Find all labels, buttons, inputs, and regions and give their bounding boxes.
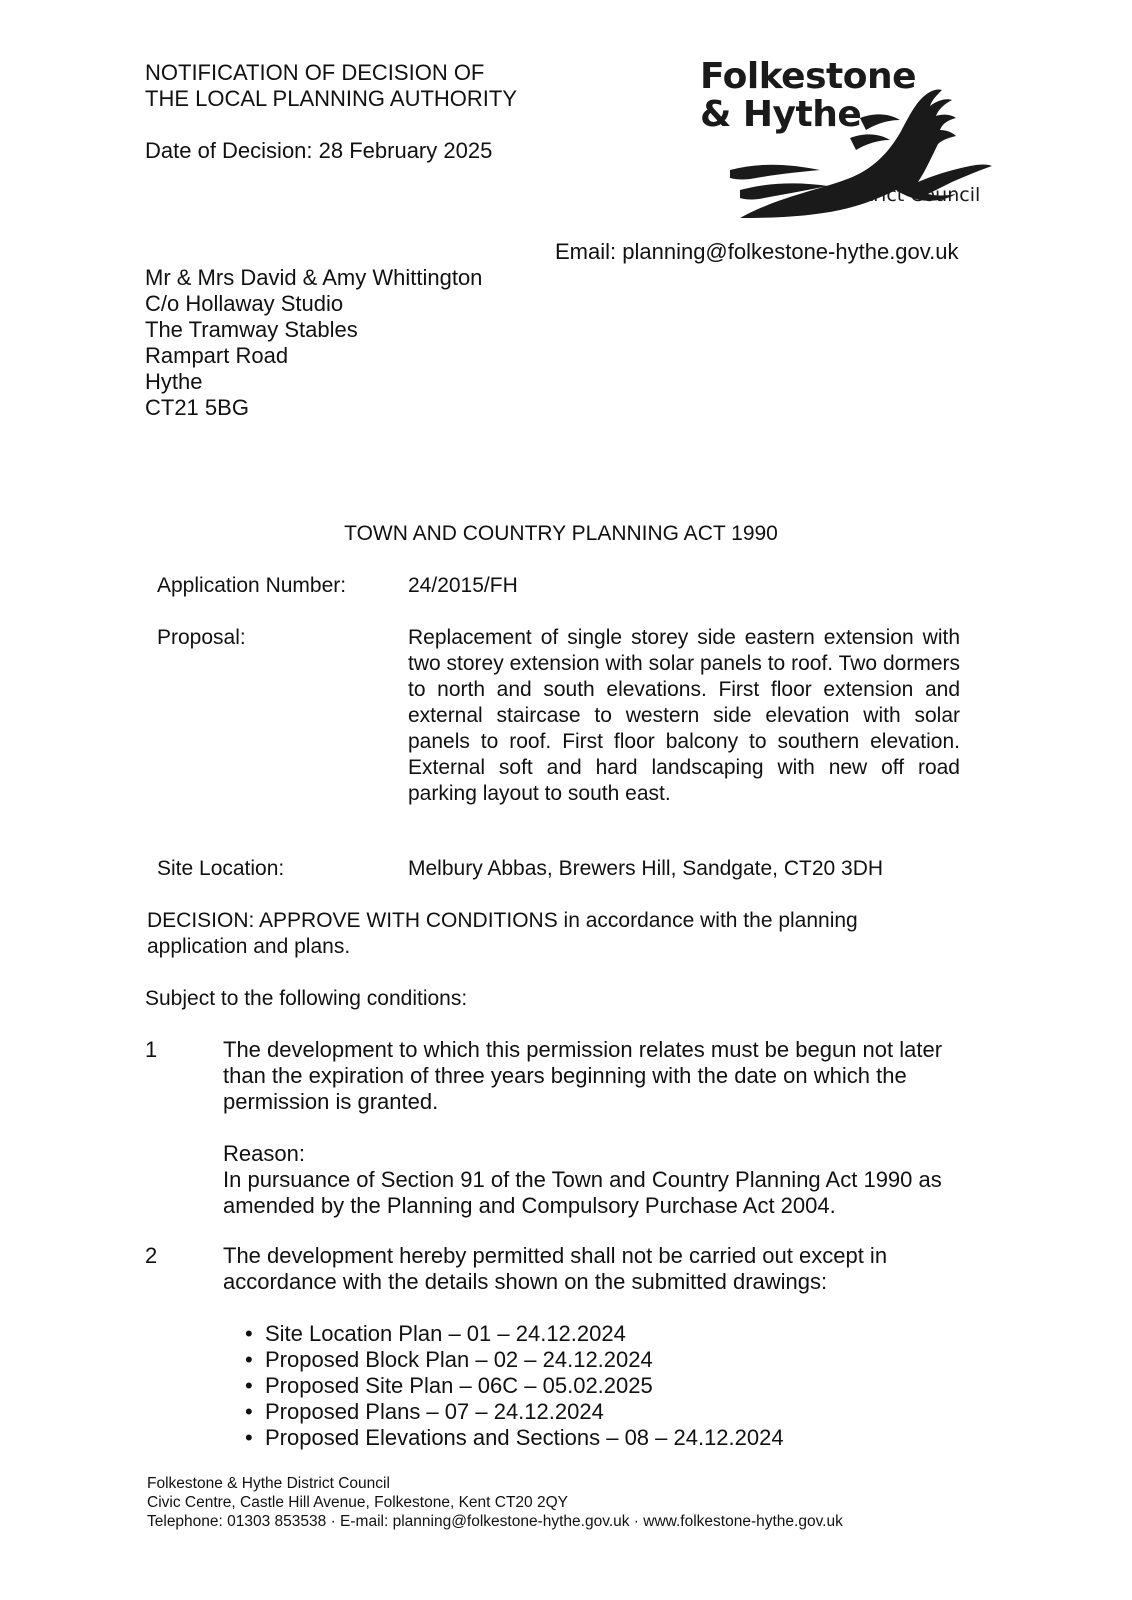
address-line: The Tramway Stables bbox=[145, 317, 358, 342]
condition-line: than the expiration of three years beginning with the date on which the bbox=[223, 1063, 907, 1088]
decision-statement bbox=[147, 908, 858, 960]
condition-1-text bbox=[223, 1037, 942, 1219]
address-line: Hythe bbox=[145, 369, 203, 394]
application-number-label: Application Number: bbox=[157, 574, 347, 597]
proposal-label: Proposal: bbox=[157, 626, 246, 649]
notification-title-line1: NOTIFICATION OF DECISION OF bbox=[145, 60, 485, 85]
header-email: Email: planning@folkestone-hythe.gov.uk bbox=[555, 239, 959, 264]
notification-title bbox=[145, 60, 517, 112]
reason-line: amended by the Planning and Compulsory Purchase Act 2004. bbox=[223, 1193, 836, 1218]
notification-title-line2: THE LOCAL PLANNING AUTHORITY bbox=[145, 86, 518, 111]
drawing-item: • Proposed Plans – 07 – 24.12.2024 bbox=[243, 1399, 784, 1425]
site-location-label: Site Location: bbox=[157, 857, 285, 880]
condition-line: The development hereby permitted shall not be carried out except in bbox=[223, 1243, 888, 1268]
drawing-item: • Site Location Plan – 01 – 24.12.2024 bbox=[243, 1321, 784, 1347]
recipient-address bbox=[145, 265, 482, 421]
decision-line2: application and plans. bbox=[147, 935, 351, 958]
page-footer bbox=[147, 1474, 843, 1531]
drawing-item: • Proposed Site Plan – 06C – 05.02.2025 bbox=[243, 1373, 784, 1399]
reason-line: In pursuance of Section 91 of the Town and Country Planning Act 1990 as bbox=[223, 1167, 942, 1192]
condition-line: permission is granted. bbox=[223, 1089, 439, 1114]
footer-contact: Telephone: 01303 853538 · E-mail: planning@folkestone-hythe.gov.uk · www.folkestone-hythe.gov.uk bbox=[147, 1513, 843, 1530]
act-title: TOWN AND COUNTRY PLANNING ACT 1990 bbox=[344, 522, 778, 545]
application-number-value: 24/2015/FH bbox=[408, 574, 518, 597]
logo-subtitle: District Council bbox=[836, 184, 981, 206]
logo-line1: Folkestone bbox=[700, 56, 917, 97]
reason-label: Reason: bbox=[223, 1141, 305, 1166]
conditions-intro: Subject to the following conditions: bbox=[145, 987, 468, 1010]
proposal-value: Replacement of single storey side eastern extension with two storey extension with solar panels to roof. Two dormers to north and south elevations. First floor extension and external staircase to western side elevation with solar panels to roof. First floor balcony to southern elevation. External soft and hard landscaping with new off road parking layout to south east. bbox=[408, 626, 960, 805]
address-line: C/o Hollaway Studio bbox=[145, 291, 344, 316]
address-line: CT21 5BG bbox=[145, 395, 249, 420]
logo-line2: & Hythe bbox=[700, 94, 862, 135]
decision-line1: DECISION: APPROVE WITH CONDITIONS in accordance with the planning bbox=[147, 909, 858, 932]
council-logo bbox=[700, 58, 1000, 218]
site-location-value: Melbury Abbas, Brewers Hill, Sandgate, CT20 3DH bbox=[408, 857, 884, 880]
drawing-item: • Proposed Elevations and Sections – 08 – 24.12.2024 bbox=[243, 1425, 784, 1451]
footer-council-name: Folkestone & Hythe District Council bbox=[147, 1475, 390, 1492]
condition-2-text bbox=[223, 1243, 887, 1295]
footer-address: Civic Centre, Castle Hill Avenue, Folkestone, Kent CT20 2QY bbox=[147, 1494, 568, 1511]
condition-number: 1 bbox=[145, 1037, 158, 1062]
condition-line: accordance with the details shown on the submitted drawings: bbox=[223, 1269, 828, 1294]
condition-number: 2 bbox=[145, 1243, 158, 1268]
drawing-item: • Proposed Block Plan – 02 – 24.12.2024 bbox=[243, 1347, 784, 1373]
date-of-decision: Date of Decision: 28 February 2025 bbox=[145, 138, 493, 163]
condition-line: The development to which this permission relates must be begun not later bbox=[223, 1037, 943, 1062]
address-line: Mr & Mrs David & Amy Whittington bbox=[145, 265, 483, 290]
drawings-list bbox=[243, 1321, 784, 1451]
address-line: Rampart Road bbox=[145, 343, 289, 368]
